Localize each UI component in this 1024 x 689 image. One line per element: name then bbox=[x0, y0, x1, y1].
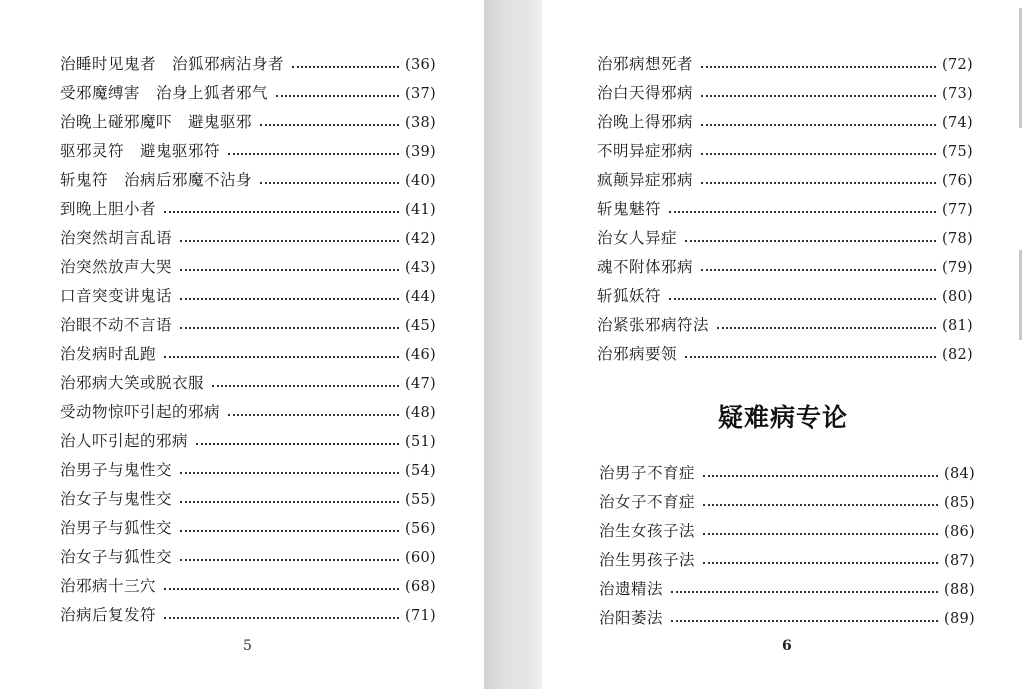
toc-entry-page: (85) bbox=[944, 495, 975, 511]
dot-leader bbox=[180, 327, 399, 329]
dot-leader bbox=[701, 269, 936, 271]
toc-entry-title: 到晚上胆小者 bbox=[60, 200, 157, 218]
dot-leader bbox=[703, 504, 938, 506]
dot-leader bbox=[701, 95, 936, 97]
dot-leader bbox=[180, 530, 399, 532]
toc-entry bbox=[599, 517, 975, 546]
dot-leader bbox=[703, 475, 938, 477]
toc-entry-title: 治眼不动不言语 bbox=[60, 316, 173, 334]
dot-leader bbox=[703, 533, 938, 535]
toc-entry-page: (75) bbox=[942, 144, 973, 160]
toc-entry-title: 治睡时见鬼者 治狐邪病沾身者 bbox=[60, 55, 285, 73]
dot-leader bbox=[669, 298, 936, 300]
dot-leader bbox=[180, 240, 399, 242]
toc-entry bbox=[597, 108, 973, 137]
toc-entry-title: 治女子与狐性交 bbox=[60, 548, 173, 566]
toc-entry-page: (55) bbox=[405, 492, 436, 508]
toc-entry bbox=[60, 50, 436, 79]
dot-leader bbox=[717, 327, 936, 329]
toc-entry-title: 治病后复发符 bbox=[60, 606, 157, 624]
toc-list-left bbox=[60, 50, 436, 630]
dot-leader bbox=[701, 124, 936, 126]
toc-entry-title: 治女子与鬼性交 bbox=[60, 490, 173, 508]
toc-entry-title: 治生男孩子法 bbox=[599, 551, 696, 569]
toc-entry bbox=[60, 456, 436, 485]
toc-entry-page: (41) bbox=[405, 202, 436, 218]
toc-entry-title: 口音突变讲鬼话 bbox=[60, 287, 173, 305]
toc-entry-page: (68) bbox=[405, 579, 436, 595]
toc-entry-title: 治人吓引起的邪病 bbox=[60, 432, 189, 450]
toc-entry-page: (71) bbox=[405, 608, 436, 624]
toc-entry bbox=[60, 108, 436, 137]
toc-entry-page: (37) bbox=[405, 86, 436, 102]
toc-entry bbox=[60, 485, 436, 514]
toc-entry bbox=[60, 514, 436, 543]
toc-entry bbox=[599, 459, 975, 488]
toc-entry-page: (82) bbox=[942, 347, 973, 363]
toc-entry-page: (56) bbox=[405, 521, 436, 537]
toc-entry-title: 不明异症邪病 bbox=[597, 142, 694, 160]
toc-entry-title: 治白天得邪病 bbox=[597, 84, 694, 102]
dot-leader bbox=[164, 356, 399, 358]
dot-leader bbox=[685, 356, 936, 358]
dot-leader bbox=[260, 182, 399, 184]
page-number-left: 5 bbox=[243, 638, 252, 654]
toc-entry-title: 治发病时乱跑 bbox=[60, 345, 157, 363]
toc-entry-page: (51) bbox=[405, 434, 436, 450]
toc-entry-title: 治男子与鬼性交 bbox=[60, 461, 173, 479]
toc-entry-title: 治突然放声大哭 bbox=[60, 258, 173, 276]
toc-entry bbox=[60, 398, 436, 427]
toc-entry-title: 治邪病想死者 bbox=[597, 55, 694, 73]
page-number-right: 6 bbox=[782, 638, 792, 654]
toc-entry bbox=[60, 253, 436, 282]
toc-entry-page: (47) bbox=[405, 376, 436, 392]
dot-leader bbox=[228, 414, 399, 416]
toc-entry-title: 受邪魔缚害 治身上狐者邪气 bbox=[60, 84, 269, 102]
toc-entry-title: 治晚上碰邪魔吓 避鬼驱邪 bbox=[60, 113, 253, 131]
dot-leader bbox=[701, 66, 936, 68]
dot-leader bbox=[180, 269, 399, 271]
toc-entry bbox=[597, 253, 973, 282]
toc-entry-title: 驱邪灵符 避鬼驱邪符 bbox=[60, 142, 221, 160]
toc-entry-title: 治邪病十三穴 bbox=[60, 577, 157, 595]
dot-leader bbox=[260, 124, 399, 126]
toc-entry bbox=[599, 575, 975, 604]
toc-entry-page: (86) bbox=[944, 524, 975, 540]
dot-leader bbox=[685, 240, 936, 242]
toc-entry-title: 治邪病要领 bbox=[597, 345, 678, 363]
toc-entry-title: 治晚上得邪病 bbox=[597, 113, 694, 131]
toc-entry bbox=[597, 282, 973, 311]
toc-entry-title: 治紧张邪病符法 bbox=[597, 316, 710, 334]
toc-entry-title: 治男子与狐性交 bbox=[60, 519, 173, 537]
toc-entry bbox=[60, 601, 436, 630]
toc-list-section bbox=[599, 459, 975, 633]
dot-leader bbox=[164, 617, 399, 619]
toc-entry bbox=[60, 572, 436, 601]
toc-entry-page: (42) bbox=[405, 231, 436, 247]
dot-leader bbox=[701, 153, 936, 155]
toc-entry-page: (45) bbox=[405, 318, 436, 334]
toc-entry bbox=[60, 224, 436, 253]
toc-entry bbox=[597, 137, 973, 166]
toc-entry-title: 治遗精法 bbox=[599, 580, 664, 598]
toc-entry-page: (40) bbox=[405, 173, 436, 189]
toc-entry bbox=[60, 427, 436, 456]
toc-entry bbox=[597, 50, 973, 79]
toc-entry bbox=[60, 137, 436, 166]
toc-entry bbox=[60, 195, 436, 224]
toc-entry bbox=[597, 224, 973, 253]
dot-leader bbox=[196, 443, 399, 445]
toc-entry bbox=[599, 604, 975, 633]
toc-entry-page: (81) bbox=[942, 318, 973, 334]
toc-entry-title: 治突然胡言乱语 bbox=[60, 229, 173, 247]
toc-entry-page: (77) bbox=[942, 202, 973, 218]
dot-leader bbox=[701, 182, 936, 184]
dot-leader bbox=[671, 591, 938, 593]
dot-leader bbox=[671, 620, 938, 622]
toc-entry bbox=[597, 340, 973, 369]
toc-entry-page: (76) bbox=[942, 173, 973, 189]
toc-entry bbox=[599, 546, 975, 575]
toc-entry-title: 治阳萎法 bbox=[599, 609, 664, 627]
page-edge-shadow bbox=[1019, 8, 1022, 128]
toc-entry bbox=[60, 543, 436, 572]
toc-entry bbox=[60, 369, 436, 398]
toc-entry-page: (88) bbox=[944, 582, 975, 598]
toc-entry bbox=[60, 282, 436, 311]
dot-leader bbox=[703, 562, 938, 564]
toc-entry-page: (60) bbox=[405, 550, 436, 566]
toc-entry bbox=[597, 195, 973, 224]
toc-entry bbox=[60, 311, 436, 340]
toc-entry-title: 魂不附体邪病 bbox=[597, 258, 694, 276]
toc-entry bbox=[60, 79, 436, 108]
toc-entry-page: (54) bbox=[405, 463, 436, 479]
dot-leader bbox=[669, 211, 936, 213]
toc-entry-page: (73) bbox=[942, 86, 973, 102]
toc-entry-title: 治女子不育症 bbox=[599, 493, 696, 511]
toc-entry-page: (46) bbox=[405, 347, 436, 363]
dot-leader bbox=[228, 153, 399, 155]
toc-entry-page: (89) bbox=[944, 611, 975, 627]
right-page bbox=[542, 0, 1024, 689]
toc-entry-title: 斩鬼魅符 bbox=[597, 200, 662, 218]
toc-entry-page: (78) bbox=[942, 231, 973, 247]
toc-entry bbox=[60, 166, 436, 195]
dot-leader bbox=[276, 95, 399, 97]
toc-entry-page: (36) bbox=[405, 57, 436, 73]
section-heading: 疑难病专论 bbox=[717, 403, 848, 432]
toc-entry-title: 治邪病大笑或脱衣服 bbox=[60, 374, 205, 392]
toc-entry-title: 斩鬼符 治病后邪魔不沾身 bbox=[60, 171, 253, 189]
dot-leader bbox=[180, 472, 399, 474]
dot-leader bbox=[212, 385, 399, 387]
toc-entry-title: 治女人异症 bbox=[597, 229, 678, 247]
toc-entry-page: (87) bbox=[944, 553, 975, 569]
toc-entry-page: (44) bbox=[405, 289, 436, 305]
toc-entry-title: 治生女孩子法 bbox=[599, 522, 696, 540]
toc-entry-page: (79) bbox=[942, 260, 973, 276]
dot-leader bbox=[180, 501, 399, 503]
toc-entry bbox=[599, 488, 975, 517]
left-page bbox=[0, 0, 484, 689]
dot-leader bbox=[180, 298, 399, 300]
toc-entry-title: 治男子不育症 bbox=[599, 464, 696, 482]
dot-leader bbox=[164, 211, 399, 213]
dot-leader bbox=[292, 66, 399, 68]
toc-entry-page: (74) bbox=[942, 115, 973, 131]
toc-entry-page: (48) bbox=[405, 405, 436, 421]
toc-entry bbox=[597, 79, 973, 108]
toc-entry bbox=[60, 340, 436, 369]
page-edge-shadow bbox=[1019, 250, 1022, 340]
toc-entry-title: 受动物惊吓引起的邪病 bbox=[60, 403, 221, 421]
toc-entry-page: (72) bbox=[942, 57, 973, 73]
toc-entry-title: 斩狐妖符 bbox=[597, 287, 662, 305]
book-gutter bbox=[484, 0, 542, 689]
toc-entry-title: 疯颠异症邪病 bbox=[597, 171, 694, 189]
toc-list-right bbox=[597, 50, 973, 369]
toc-entry-page: (38) bbox=[405, 115, 436, 131]
toc-entry-page: (39) bbox=[405, 144, 436, 160]
toc-entry-page: (43) bbox=[405, 260, 436, 276]
dot-leader bbox=[180, 559, 399, 561]
toc-entry bbox=[597, 166, 973, 195]
toc-entry-page: (84) bbox=[944, 466, 975, 482]
toc-entry-page: (80) bbox=[942, 289, 973, 305]
toc-entry bbox=[597, 311, 973, 340]
dot-leader bbox=[164, 588, 399, 590]
